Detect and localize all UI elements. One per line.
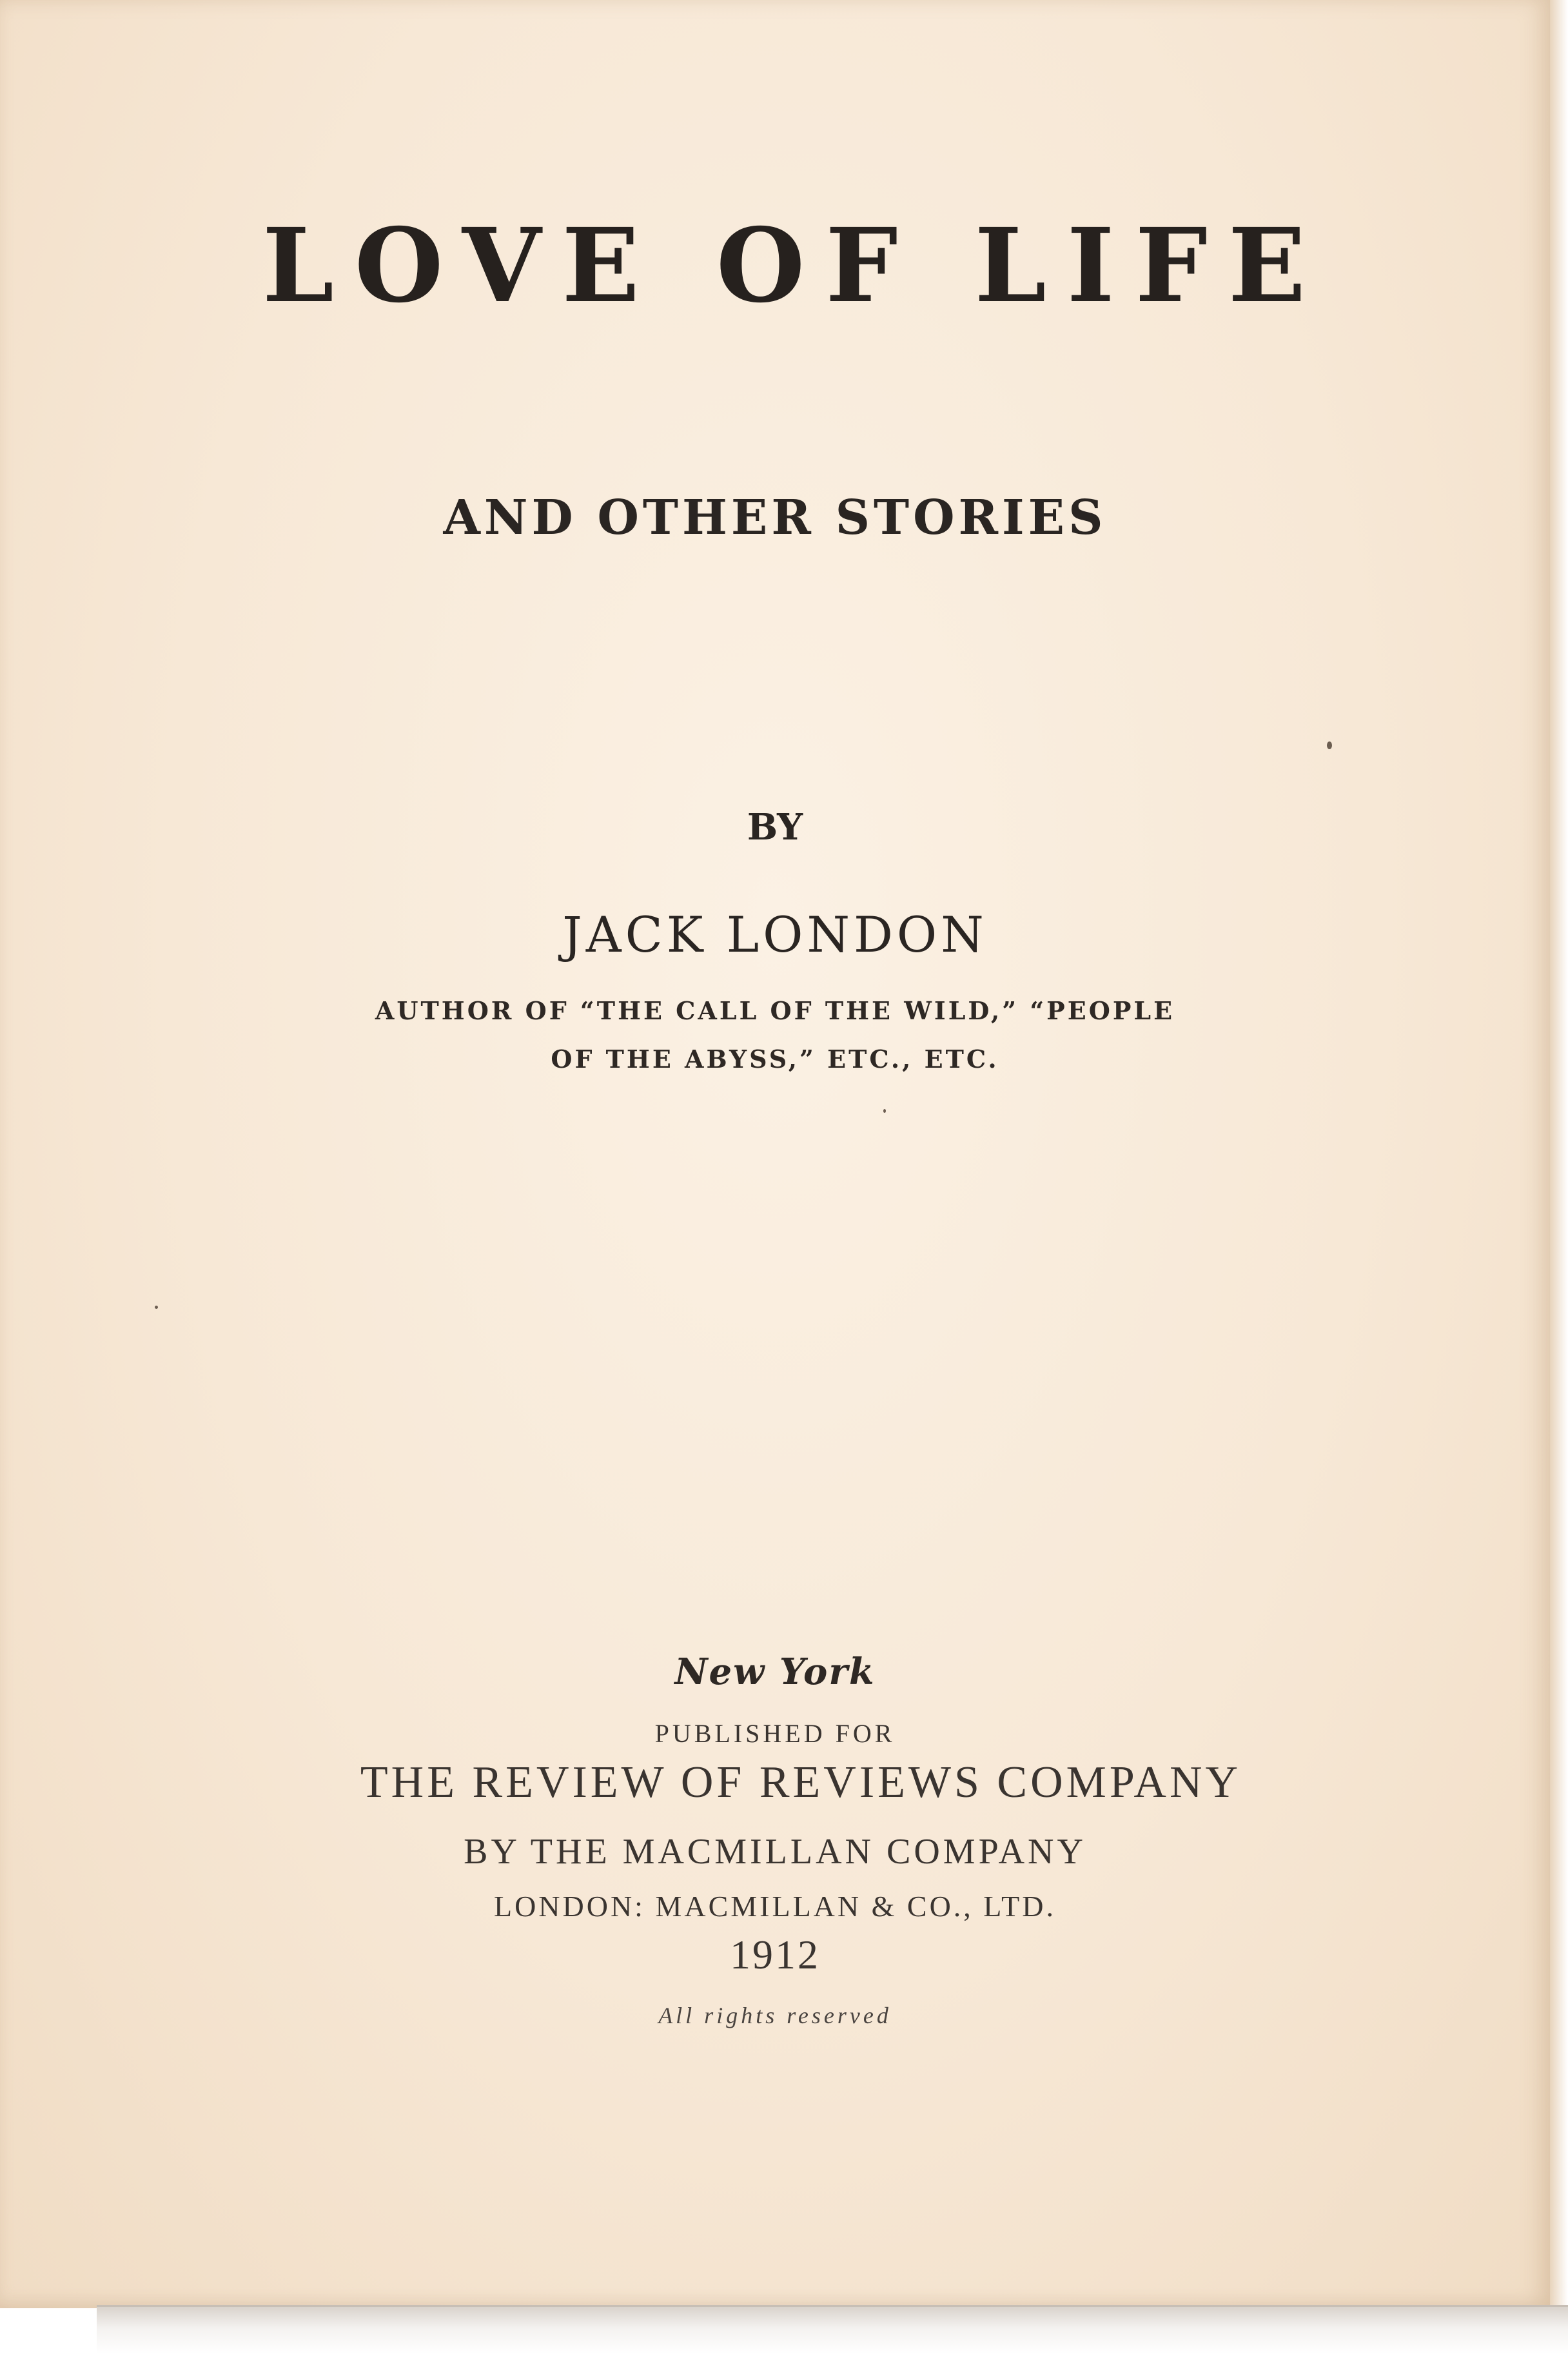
paper-speck (883, 1109, 886, 1113)
book-title: LOVE OF LIFE (262, 206, 1327, 326)
author-name: JACK LONDON (562, 906, 988, 963)
publication-city: New York (674, 1651, 876, 1693)
rights-notice: All rights reserved (658, 2003, 892, 2028)
paper-speck (155, 1306, 158, 1309)
page-edge (1550, 0, 1568, 2308)
author-credits-line-1: AUTHOR OF “THE CALL OF THE WILD,” “PEOPLE (375, 996, 1175, 1025)
paper-speck (1327, 741, 1332, 749)
london-imprint: LONDON: MACMILLAN & CO., LTD. (493, 1890, 1056, 1923)
byline-label: BY (747, 806, 803, 848)
book-subtitle: AND OTHER STORIES (443, 490, 1107, 545)
published-for-label: PUBLISHED FOR (654, 1719, 896, 1748)
author-credits-line-2: OF THE ABYSS,” ETC., ETC. (551, 1045, 999, 1074)
book-cover-edge (97, 2305, 1568, 2354)
publishing-company: THE REVIEW OF REVIEWS COMPANY (360, 1758, 1242, 1807)
publication-year: 1912 (730, 1932, 820, 1977)
publisher-line: BY THE MACMILLAN COMPANY (464, 1832, 1086, 1872)
